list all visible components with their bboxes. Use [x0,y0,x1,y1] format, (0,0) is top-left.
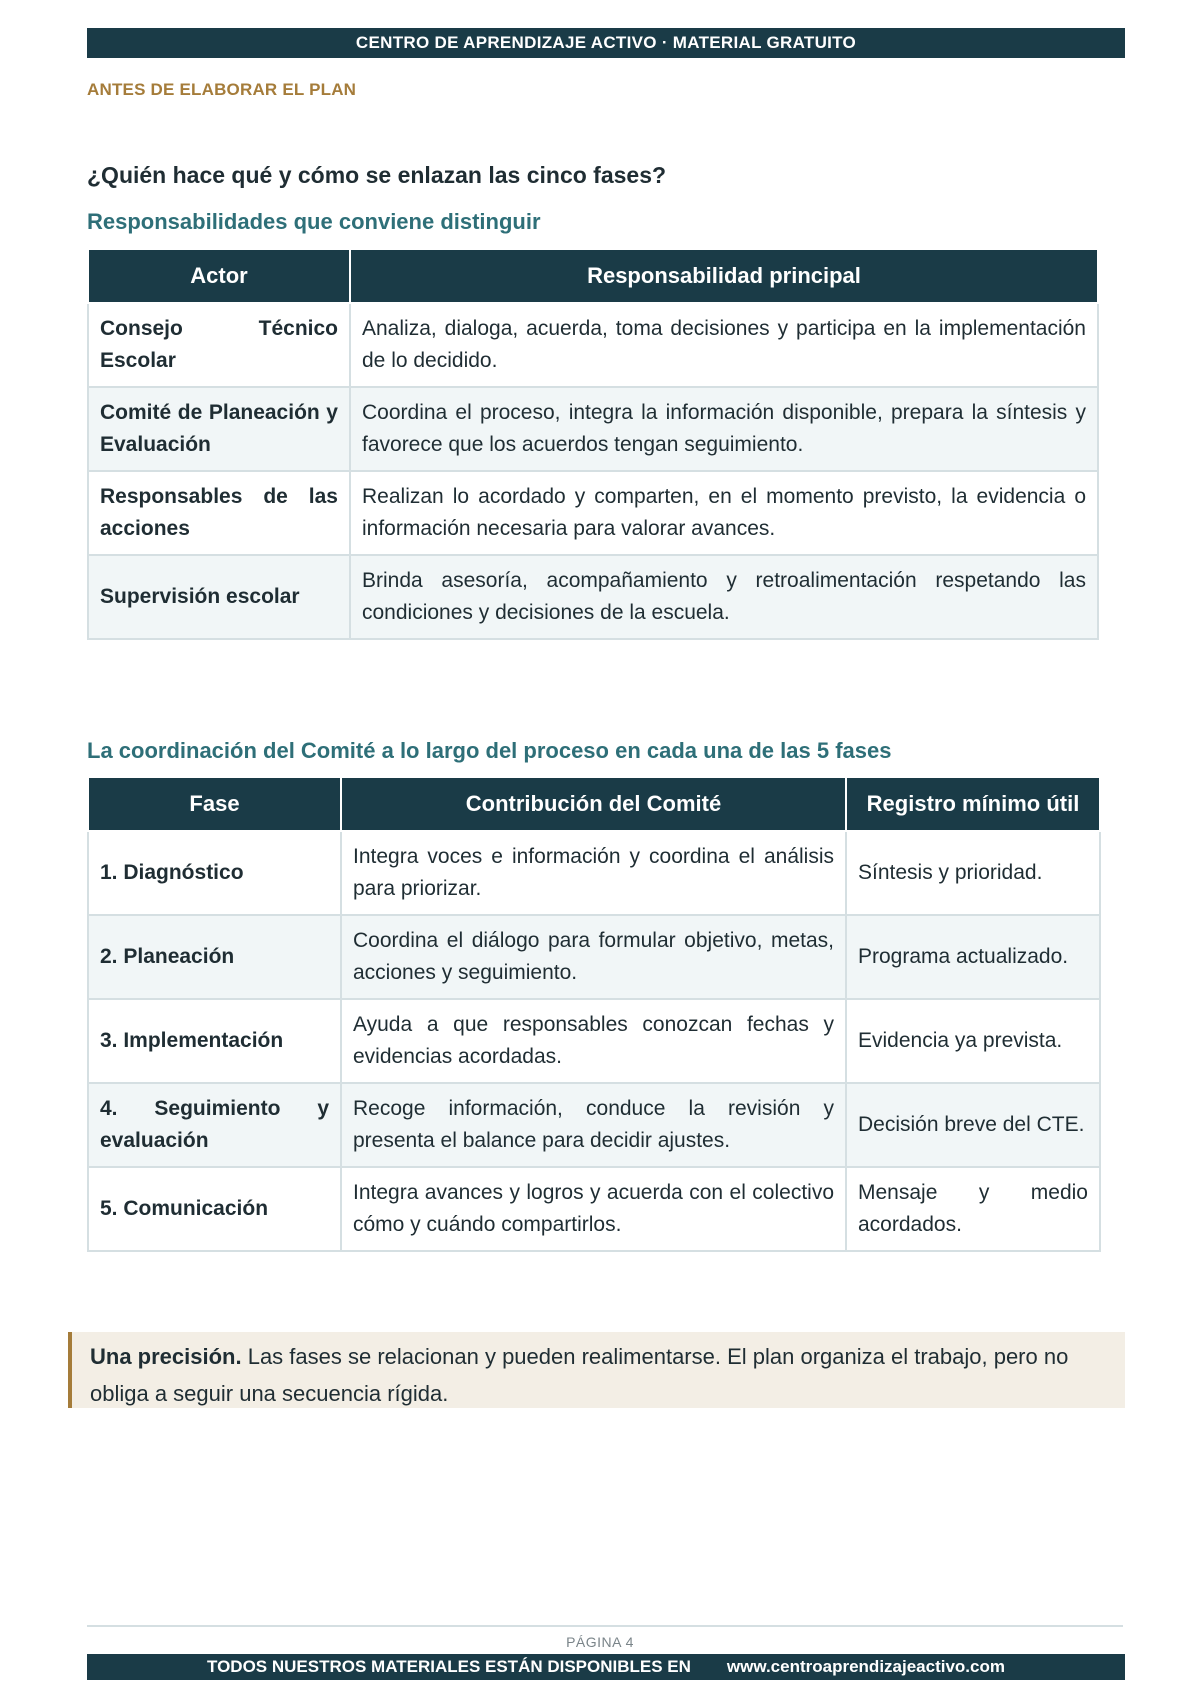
responsibilities-subheading: Responsabilidades que conviene distinguir [87,209,541,234]
website-link[interactable]: www.centroaprendizajeactivo.com [726,1657,1005,1676]
record-cell: Programa actualizado. [846,915,1100,999]
column-header-record: Registro mínimo útil [846,777,1100,831]
record-cell: Decisión breve del CTE. [846,1083,1100,1167]
table-header-row [88,777,1100,831]
column-header-contribution: Contribución del Comité [341,777,846,831]
page-question-heading: ¿Quién hace qué y cómo se enlazan las cinco fases? [87,162,667,188]
section-label: ANTES DE ELABORAR EL PLAN [87,80,357,99]
table-row [88,915,1100,999]
phase-cell: 1. Diagnóstico [88,831,341,915]
record-cell: Evidencia ya prevista. [846,999,1100,1083]
contribution-cell: Coordina el diálogo para formular objetivo, metas, acciones y seguimiento. [341,915,846,999]
phase-cell: 5. Comunicación [88,1167,341,1251]
phase-cell: 3. Implementación [88,999,341,1083]
table-row [88,555,1098,639]
actor-cell: Responsables de las acciones [88,471,350,555]
column-header-responsibility: Responsabilidad principal [350,249,1098,303]
table-row [88,999,1100,1083]
table-row [88,387,1098,471]
actor-cell: Supervisión escolar [88,555,350,639]
record-cell: Síntesis y prioridad. [846,831,1100,915]
table-row [88,831,1100,915]
bottom-banner [87,1654,1125,1680]
record-cell: Mensaje y medio acordados. [846,1167,1100,1251]
table-row [88,471,1098,555]
responsibilities-table [87,248,1099,640]
contribution-cell: Ayuda a que responsables conozcan fechas y evidencias acordadas. [341,999,846,1083]
responsibility-cell: Coordina el proceso, integra la información disponible, prepara la síntesis y favorece que los acuerdos tengan seguimiento. [350,387,1098,471]
column-header-actor: Actor [88,249,350,303]
top-banner: CENTRO DE APRENDIZAJE ACTIVO · MATERIAL GRATUITO [87,28,1125,58]
actor-cell: Consejo Técnico Escolar [88,303,350,387]
note-text: Las fases se relacionan y pueden realimentarse. El plan organiza el trabajo, pero no obliga a seguir una secuencia rígida. [90,1344,1069,1406]
actor-cell: Comité de Planeación y Evaluación [88,387,350,471]
responsibility-cell: Analiza, dialoga, acuerda, toma decisiones y participa en la implementación de lo decidido. [350,303,1098,387]
clarification-note [68,1332,1125,1408]
table-row [88,1083,1100,1167]
responsibility-cell: Realizan lo acordado y comparten, en el momento previsto, la evidencia o información necesaria para valorar avances. [350,471,1098,555]
phase-cell: 4. Seguimiento y evaluación [88,1083,341,1167]
footer-divider [87,1625,1123,1627]
table-header-row [88,249,1098,303]
bottom-banner-text: TODOS NUESTROS MATERIALES ESTÁN DISPONIBLES EN [207,1657,691,1676]
table-row [88,303,1098,387]
responsibility-cell: Brinda asesoría, acompañamiento y retroalimentación respetando las condiciones y decisiones de la escuela. [350,555,1098,639]
contribution-cell: Recoge información, conduce la revisión y presenta el balance para decidir ajustes. [341,1083,846,1167]
phases-subheading: La coordinación del Comité a lo largo del proceso en cada una de las 5 fases [87,738,892,763]
phases-table [87,776,1101,1252]
contribution-cell: Integra avances y logros y acuerda con el colectivo cómo y cuándo compartirlos. [341,1167,846,1251]
column-header-phase: Fase [88,777,341,831]
table-row [88,1167,1100,1251]
note-lead: Una precisión. [90,1344,242,1369]
contribution-cell: Integra voces e información y coordina el análisis para priorizar. [341,831,846,915]
page-number: PÁGINA 4 [566,1634,634,1650]
phase-cell: 2. Planeación [88,915,341,999]
